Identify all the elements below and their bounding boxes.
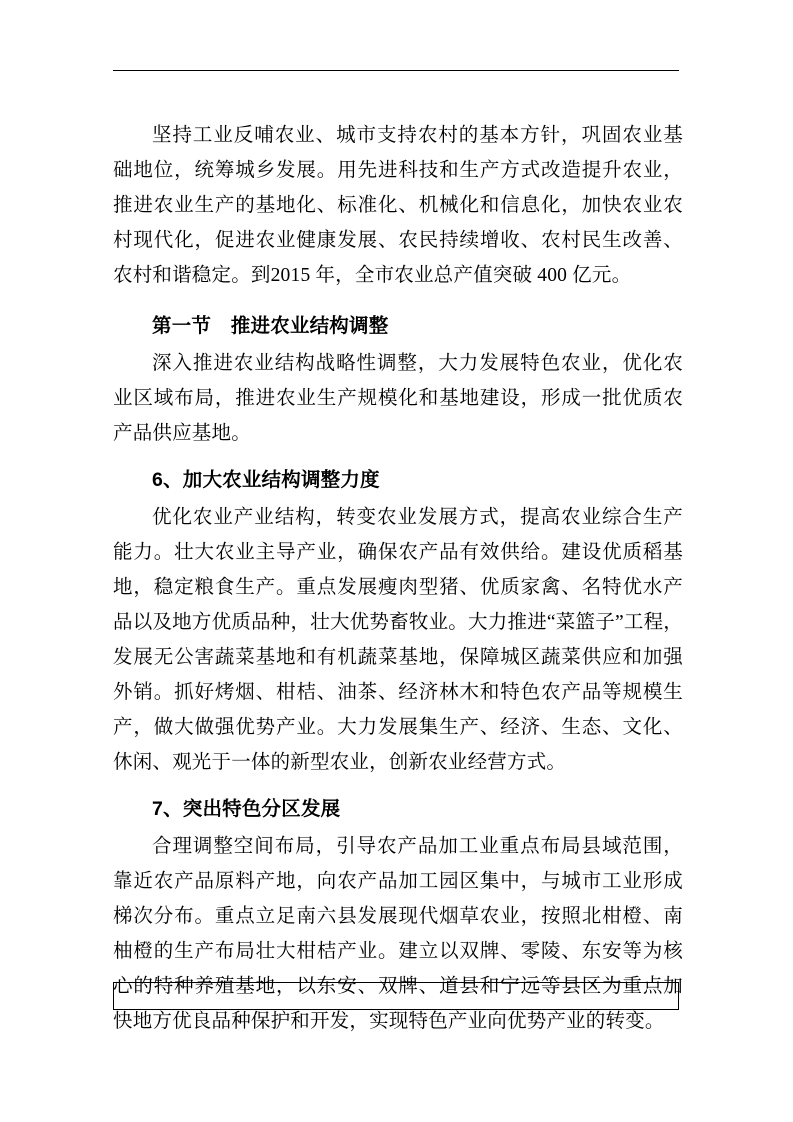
section-1-paragraph: 深入推进农业结构战略性调整，大力发展特色农业，优化农业区域布局，推进农业生产规模化和基地建设，形成一批优质农产品供应基地。 [113, 353, 683, 444]
subsection-6-paragraph: 优化农业产业结构，转变农业发展方式，提高农业综合生产能力。壮大农业主导产业，确保农产品有效供给。建设优质稻基地，稳定粮食生产。重点发展瘦肉型猪、优质家禽、名特优水产品以及地方优质品种，壮大优势畜牧业。大力推进“菜篮子”工程，发展无公害蔬菜基地和有机蔬菜基地，保障城区蔬菜供应和加强外销。抓好烤烟、柑桔、油茶、经济林木和特色农产品等规模生产，做大做强优势产业。大力发展集生产、经济、生态、文化、休闲、观光于一体的新型农业，创新农业经营方式。 [113, 507, 683, 773]
subheading-6: 6、加大农业结构调整力度 [152, 469, 380, 491]
section-heading-1: 第一节 推进农业结构调整 [152, 315, 389, 337]
subsection-7-paragraph: 合理调整空间布局，引导农产品加工业重点布局县域范围，靠近农产品原料产地，向农产品加工园区集中，与城市工业形成梯次分布。重点立足南六县发展现代烟草农业，按照北柑橙、南柚橙的生产布局壮大柑桔产业。建立以双牌、零陵、东安等为核心的特种养殖基地，以东安、双牌、道县和宁远等县区为重点加快地方优良品种保护和开发，实现特色产业向优势产业的转变。 [113, 836, 683, 1032]
document-body [113, 118, 683, 1039]
subheading-7: 7、突出特色分区发展 [152, 798, 341, 820]
footer-box [113, 982, 679, 1010]
intro-paragraph: 坚持工业反哺农业、城市支持农村的基本方针，巩固农业基础地位，统筹城乡发展。用先进科技和生产方式改造提升农业，推进农业生产的基地化、标准化、机械化和信息化，加快农业农村现代化，促进农业健康发展、农民持续增收、农村民生改善、农村和谐稳定。到2015 年，全市农业总产值突破 400 亿元。 [113, 125, 683, 286]
header-rule [113, 70, 679, 71]
